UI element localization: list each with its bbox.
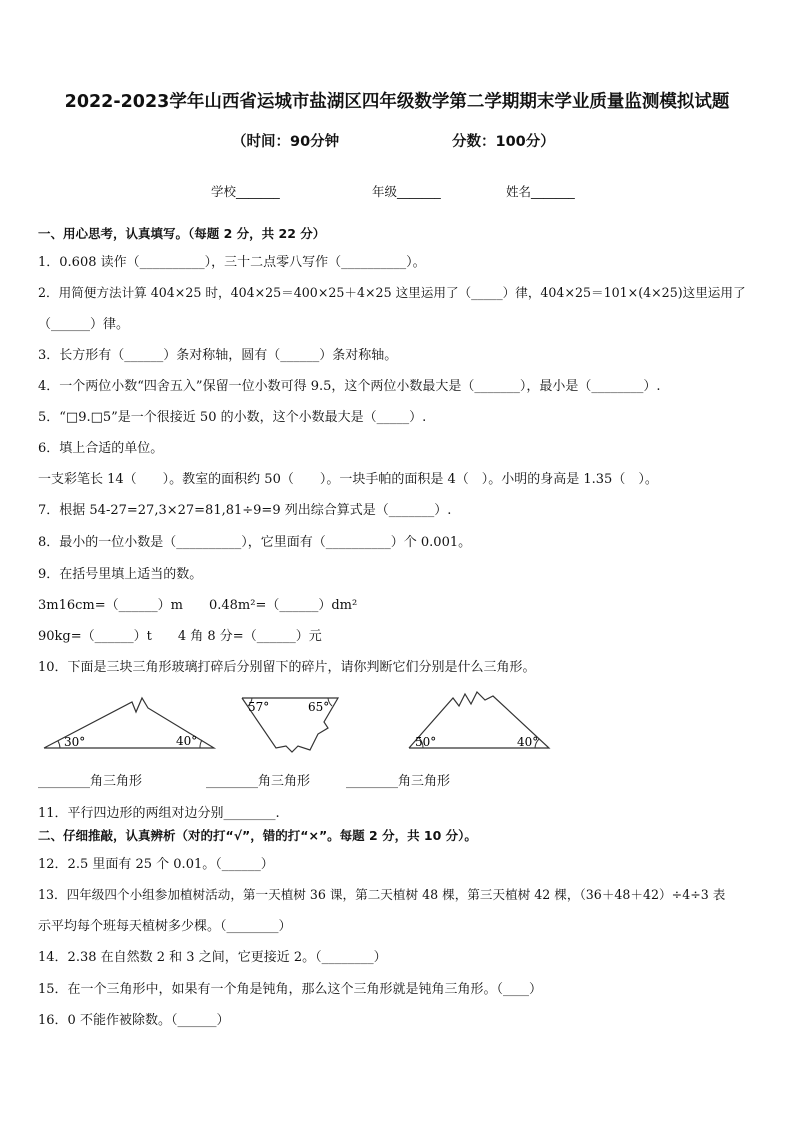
question-2-cont: （______）律。 <box>38 317 130 332</box>
question-2: 2．用简便方法计算 404×25 时，404×25＝400×25＋4×25 这里运用了（_____）律，404×25＝101×(4×25)这里运用了 <box>38 285 746 300</box>
question-1: 1．0.608 读作（__________），三十二点零八写作（__________）。 <box>38 255 426 270</box>
answer-blank-2[interactable]: ________角三角形 <box>206 774 311 789</box>
section-2-heading: 二、仔细推敲，认真辨析（对的打“√”，错的打“×”。每题 2 分，共 10 分）。 <box>38 828 477 843</box>
question-9b: 90kg=（______）t 4 角 8 分=（______）元 <box>38 629 322 644</box>
question-5: 5．“□9.□5”是一个很接近 50 的小数，这个小数最大是（_____）. <box>38 410 427 425</box>
question-10: 10．下面是三块三角形玻璃打碎后分别留下的碎片，请你判断它们分别是什么三角形。 <box>38 660 536 675</box>
question-13-cont: 示平均每个班每天植树多少棵。（________） <box>38 919 292 934</box>
angle-label: 30° <box>64 735 86 749</box>
question-12: 12．2.5 里面有 25 个 0.01。（______） <box>38 857 274 872</box>
question-11: 11．平行四边形的两组对边分别________. <box>38 806 280 821</box>
angle-label: 40° <box>517 735 539 749</box>
question-6: 6．填上合适的单位。 <box>38 441 164 456</box>
page-title: 2022-2023学年山西省运城市盐湖区四年级数学第二学期期末学业质量监测模拟试题 <box>64 92 730 112</box>
question-8: 8．最小的一位小数是（__________），它里面有（__________）个 0.001。 <box>38 535 472 550</box>
angle-label: 65° <box>308 700 330 714</box>
angle-label: 50° <box>415 735 437 749</box>
angle-label: 57° <box>248 700 270 714</box>
question-4: 4．一个两位小数“四舍五入”保留一位小数可得 9.5，这个两位小数最大是（_______），最小是（________）. <box>38 379 661 394</box>
question-15: 15．在一个三角形中，如果有一个角是钝角，那么这个三角形就是钝角三角形。（____） <box>38 982 543 997</box>
question-16: 16．0 不能作被除数。（______） <box>38 1013 230 1028</box>
question-14: 14．2.38 在自然数 2 和 3 之间，它更接近 2。（________） <box>38 950 387 965</box>
time-limit: （时间：90分钟 <box>232 134 340 150</box>
triangle-fragment-3 <box>405 684 555 754</box>
answer-blank-3[interactable]: ________角三角形 <box>346 774 451 789</box>
question-3: 3．长方形有（______）条对称轴，圆有（______）条对称轴。 <box>38 348 398 363</box>
question-9: 9．在括号里填上适当的数。 <box>38 567 203 582</box>
question-9a: 3m16cm=（______）m 0.48m²=（______）dm² <box>38 598 358 613</box>
question-13: 13．四年级四个小组参加植树活动，第一天植树 36 课，第二天植树 48 棵，第三天植树 42 棵，（36＋48＋42）÷4÷3 表 <box>38 887 726 902</box>
question-6-items: 一支彩笔长 14（ ）。教室的面积约 50（ ）。一块手帕的面积是 4（ ）。小明的身高是 1.35（ ）。 <box>38 472 658 487</box>
answer-blank-1[interactable]: ________角三角形 <box>38 774 143 789</box>
triangle-fragment-1 <box>40 692 220 752</box>
name-field[interactable]: 姓名_______ <box>506 184 575 199</box>
triangle-fragment-2 <box>238 694 343 756</box>
total-score: 分数：100分） <box>452 134 555 150</box>
section-1-heading: 一、用心思考，认真填写。（每题 2 分，共 22 分） <box>38 226 326 241</box>
school-field[interactable]: 学校_______ <box>211 184 280 199</box>
angle-label: 40° <box>176 734 198 748</box>
grade-field[interactable]: 年级_______ <box>372 184 441 199</box>
question-7: 7．根据 54-27=27,3×27=81,81÷9=9 列出综合算式是（_______）. <box>38 503 452 518</box>
